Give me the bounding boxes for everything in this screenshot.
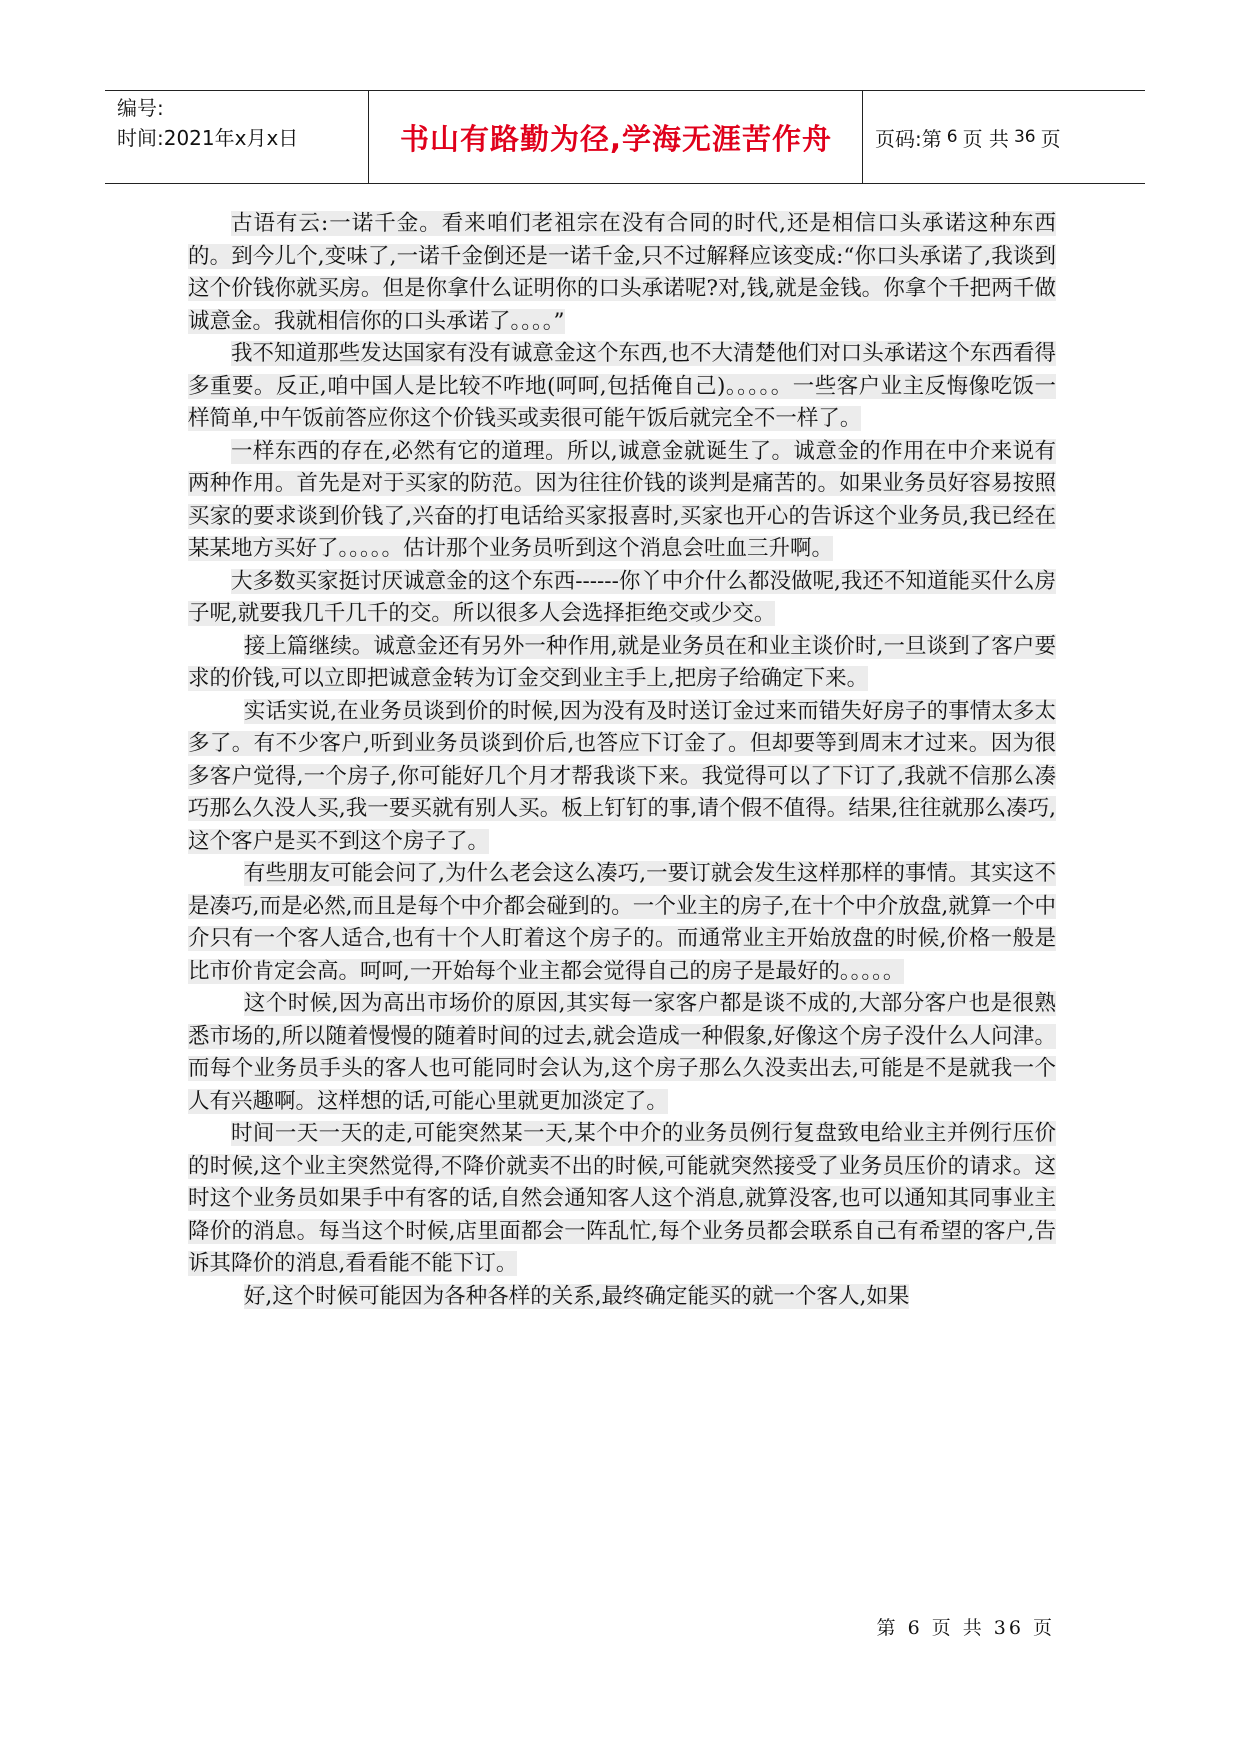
header-motto: 书山有路勤为径,学海无涯苦作舟 <box>399 121 833 156</box>
paragraph: 时间一天一天的走,可能突然某一天,某个中介的业务员例行复盘致电给业主并例行压价的时候,这个业主突然觉得,不降价就卖不出的时候,可能就突然接受了业务员压价的请求。这时这个业务员如果手中有客的话,自然会通知客人这个消息,就算没客,也可以通知其同事业主降价的消息。每当这个时候,店里面都会一阵乱忙,每个业务员都会联系自己有希望的客户,告诉其降价的消息,看看能不能下订。 <box>188 1121 1056 1276</box>
header-divider <box>368 91 369 183</box>
page-prefix: 页码:第 <box>875 126 942 151</box>
paragraph: 这个时候,因为高出市场价的原因,其实每一家客户都是谈不成的,大部分客户也是很熟悉市场的,所以随着慢慢的随着时间的过去,就会造成一种假象,好像这个房子没什么人问津。而每个业务员手头的客人也可能同时会认为,这个房子那么久没卖出去,可能是不是就我一个人有兴趣啊。这样想的话,可能心里就更加淡定了。 <box>188 991 1056 1114</box>
paragraph: 接上篇继续。诚意金还有另外一种作用,就是业务员在和业主谈价时,一旦谈到了客户要求的价钱,可以立即把诚意金转为订金交到业主手上,把房子给确定下来。 <box>188 633 1056 691</box>
page-total: 36 <box>1013 127 1036 147</box>
document-body <box>188 208 1056 1313</box>
paragraph: 有些朋友可能会问了,为什么老会这么凑巧,一要订就会发生这样那样的事情。其实这不是凑巧,而是必然,而且是每个中介都会碰到的。一个业主的房子,在十个中介放盘,就算一个中介只有一个客人适合,也有十个人盯着这个房子的。而通常业主开始放盘的时候,价格一般是比市价肯定会高。呵呵,一开始每个业主都会觉得自己的房子是最好的。。。。。 <box>188 861 1056 984</box>
paragraph: 实话实说,在业务员谈到价的时候,因为没有及时送订金过来而错失好房子的事情太多太多了。有不少客户,听到业务员谈到价后,也答应下订金了。但却要等到周末才过来。因为很多客户觉得,一个房子,你可能好几个月才帮我谈下来。我觉得可以了下订了,我就不信那么凑巧那么久没人买,我一要买就有别人买。板上钉钉的事,请个假不值得。结果,往往就那么凑巧,这个客户是买不到这个房子了。 <box>188 698 1056 854</box>
page-suffix: 页 <box>1040 126 1061 151</box>
document-header <box>105 90 1145 184</box>
header-page-number <box>875 91 1061 183</box>
header-divider <box>862 91 863 183</box>
date-label: 时间:2021年x月x日 <box>117 126 299 150</box>
paragraph: 好,这个时候可能因为各种各样的关系,最终确定能买的就一个客人,如果 <box>243 1283 910 1309</box>
paragraph: 我不知道那些发达国家有没有诚意金这个东西,也不大清楚他们对口头承诺这个东西看得多重要。反正,咱中国人是比较不咋地(呵呵,包括俺自己)。。。。。一些客户业主反悔像吃饭一样简单,中午饭前答应你这个价钱买或卖很可能午饭后就完全不一样了。 <box>188 341 1056 431</box>
serial-number-label: 编号: <box>117 96 164 120</box>
paragraph: 一样东西的存在,必然有它的道理。所以,诚意金就诞生了。诚意金的作用在中介来说有两种作用。首先是对于买家的防范。因为往往价钱的谈判是痛苦的。如果业务员好容易按照买家的要求谈到价钱了,兴奋的打电话给买家报喜时,买家也开心的告诉这个业务员,我已经在某某地方买好了。。。。。估计那个业务员听到这个消息会吐血三升啊。 <box>188 438 1056 561</box>
page-footer: 第 6 页 共 36 页 <box>876 1617 1055 1639</box>
paragraph: 大多数买家挺讨厌诚意金的这个东西------你丫中介什么都没做呢,我还不知道能买什么房子呢,就要我几千几千的交。所以很多人会选择拒绝交或少交。 <box>188 568 1056 626</box>
page-current: 6 <box>946 127 958 147</box>
header-meta <box>117 93 365 153</box>
paragraph: 古语有云:一诺千金。看来咱们老祖宗在没有合同的时代,还是相信口头承诺这种东西的。到今儿个,变味了,一诺千金倒还是一诺千金,只不过解释应该变成:“你口头承诺了,我谈到这个价钱你就买房。但是你拿什么证明你的口头承诺呢?对,钱,就是金钱。你拿个千把两千做诚意金。我就相信你的口头承诺了。。。。” <box>188 211 1056 334</box>
page-mid: 页 共 <box>962 126 1009 151</box>
